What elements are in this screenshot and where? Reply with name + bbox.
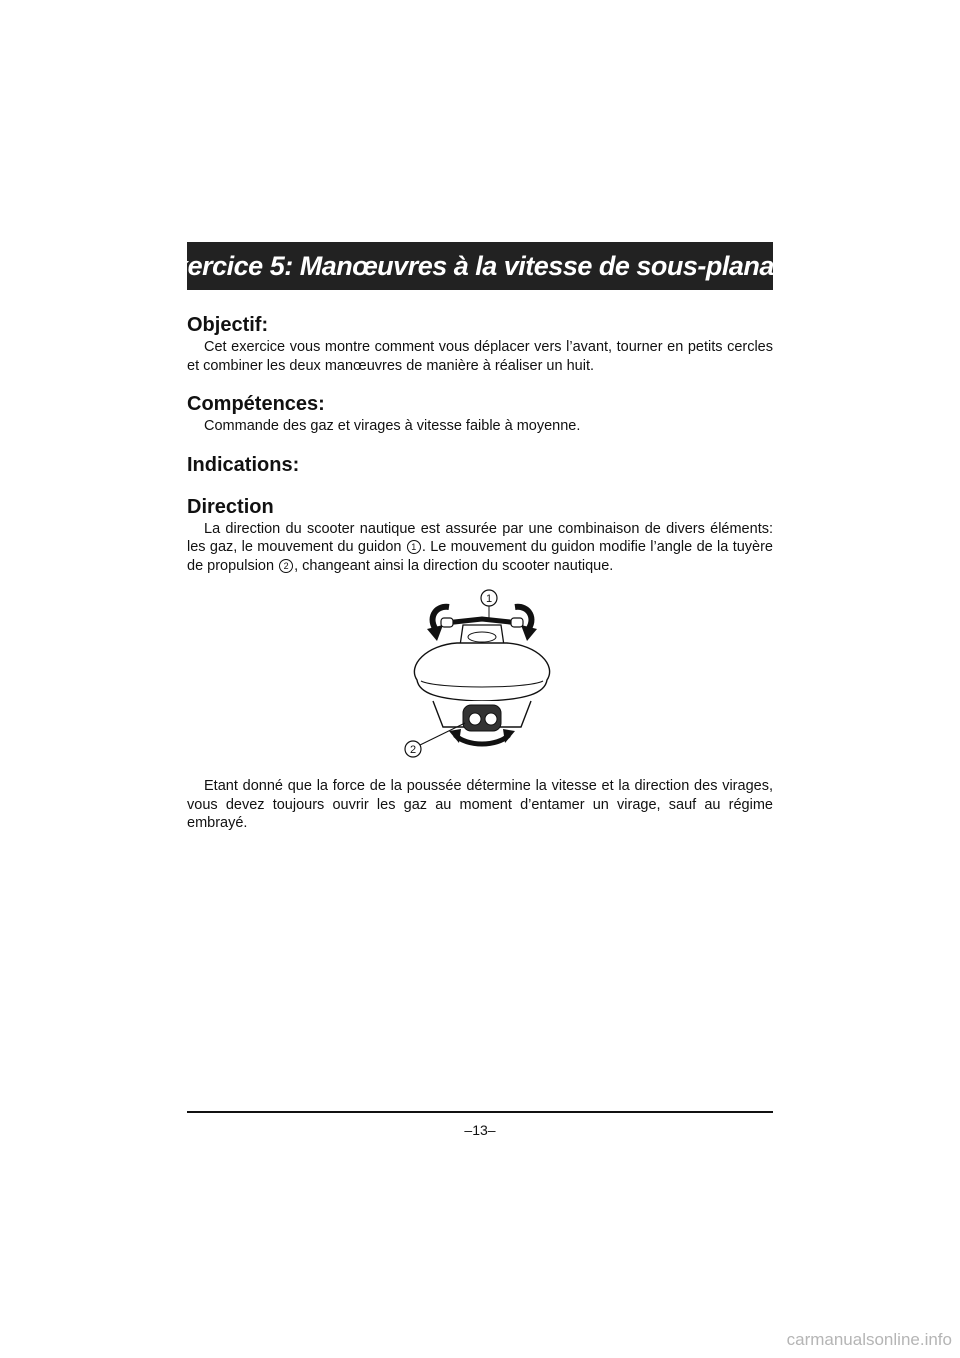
jetski-illustration: [397, 585, 567, 765]
heading-objectif: Objectif:: [187, 314, 269, 336]
watermark: carmanualsonline.info: [786, 1330, 952, 1349]
heading-indications: Indications:: [187, 453, 300, 476]
nozzle-arrow-left-head-icon: [449, 729, 461, 743]
section-direction: [187, 494, 773, 833]
heading-direction: Direction: [187, 495, 274, 518]
left-grip: [441, 618, 453, 627]
nozzle-arrow-right-head-icon: [503, 729, 515, 743]
label-2: 2: [409, 744, 417, 756]
left-arrow-head-icon: [427, 625, 443, 641]
page-title: Exercice 5: Manœuvres à la vitesse de sous-planage: [155, 250, 805, 281]
callout-2: 2: [279, 559, 293, 573]
direction-text-part3: , changeant ainsi la direction du scooter nautique.: [294, 557, 614, 574]
nozzle-swing-arrow-icon: [455, 735, 509, 744]
nozzle-left: [469, 713, 481, 725]
section-objectif: [187, 312, 773, 375]
page-number: –13–: [464, 1122, 496, 1138]
section-competences: [187, 391, 773, 436]
right-grip: [511, 618, 523, 627]
section-indications: [187, 452, 773, 478]
heading-competences: Compétences:: [187, 393, 325, 415]
direction-text-part2: . Le mouvement du guidon modifie l’angle de la tuyère de propulsion: [187, 539, 773, 574]
handlebar: [445, 619, 519, 623]
callout-1: 1: [407, 540, 421, 554]
paragraph-after-figure: Etant donné que la force de la poussée détermine la vitesse et la direction des virages, vous devez toujours ouvrir les gaz au moment d’entamer un virage, sauf au régime embrayé.: [187, 778, 773, 831]
paragraph-competences: Commande des gaz et virages à vitesse faible à moyenne.: [204, 418, 581, 434]
label-1: 1: [485, 593, 493, 605]
nozzle-right: [485, 713, 497, 725]
paragraph-objectif: Cet exercice vous montre comment vous déplacer vers l’avant, tourner en petits cercles et combiner les deux manœuvres de manière à réaliser un huit.: [187, 339, 773, 374]
paragraph-direction: [187, 520, 773, 576]
title-banner: [155, 242, 805, 290]
jetski-steering-figure: [187, 585, 773, 765]
direction-text-part1: La direction du scooter nautique est assurée par une combinaison de divers éléments: les gaz, le mouvement du guidon: [187, 520, 773, 555]
right-arrow-head-icon: [521, 625, 537, 641]
footer-rule: [187, 1111, 773, 1113]
hull-upper: [414, 643, 549, 701]
main-content: [187, 312, 773, 833]
